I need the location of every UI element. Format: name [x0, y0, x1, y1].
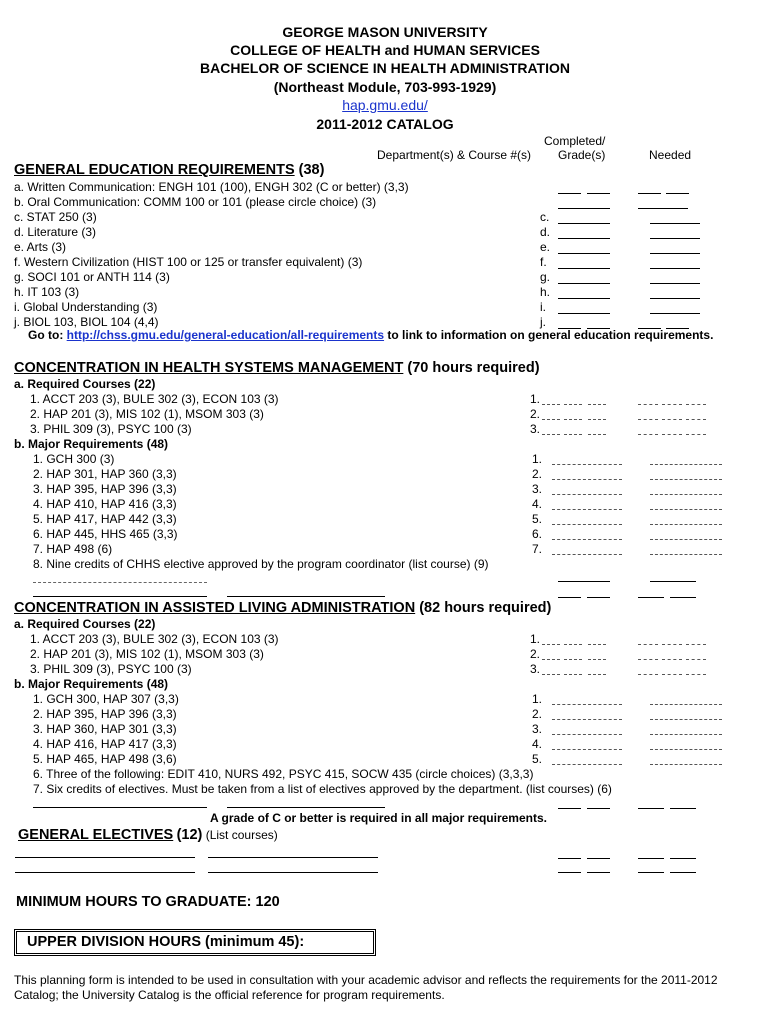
- gen-ed-link[interactable]: http://chss.gmu.edu/general-education/all-requirements: [66, 328, 385, 342]
- ala-required-needed-blank[interactable]: [638, 659, 658, 660]
- ala-required-item: 1. ACCT 203 (3), BULE 302 (3), ECON 103 (3): [30, 632, 279, 646]
- degree-name: BACHELOR OF SCIENCE IN HEALTH ADMINISTRATION: [200, 60, 570, 76]
- ala-major-item: 3. HAP 360, HAP 301 (3,3): [33, 722, 177, 736]
- gen-ed-grade-blank[interactable]: [558, 313, 610, 314]
- hsm-elective-grade-1[interactable]: [558, 581, 610, 582]
- electives-blank-4[interactable]: [208, 872, 378, 873]
- completed-header-1: Completed/: [544, 134, 606, 148]
- ala-major-grade-blank[interactable]: [552, 764, 622, 765]
- ala-required-num: 3.: [530, 662, 541, 676]
- hsm-required-needed-blank[interactable]: [686, 404, 706, 405]
- ala-major-num: 4.: [532, 737, 543, 751]
- gen-ed-item: g. SOCI 101 or ANTH 114 (3): [14, 270, 170, 284]
- gen-ed-item: h. IT 103 (3): [14, 285, 80, 299]
- hsm-required-needed-blank[interactable]: [662, 404, 682, 405]
- electives-blank-2[interactable]: [208, 857, 378, 858]
- hsm-major-num: 2.: [532, 467, 543, 481]
- hsm-required-grade-blank[interactable]: [588, 404, 606, 405]
- hsm-required-needed-blank[interactable]: [638, 434, 658, 435]
- ala-required-needed-blank[interactable]: [686, 659, 706, 660]
- hsm-required-grade-blank[interactable]: [588, 434, 606, 435]
- gen-ed-needed-blank[interactable]: [650, 223, 700, 224]
- gen-ed-item: a. Written Communication: ENGH 101 (100), ENGH 302 (C or better) (3,3): [14, 180, 409, 194]
- hsm-elective-blank-1[interactable]: [33, 582, 207, 583]
- ala-major-item: 5. HAP 465, HAP 498 (3,6): [33, 752, 177, 766]
- college-name: COLLEGE OF HEALTH and HUMAN SERVICES: [230, 42, 540, 58]
- hsm-required-needed-blank[interactable]: [686, 434, 706, 435]
- hsm-elective-blank-3[interactable]: [227, 596, 385, 597]
- ala-major-num: 2.: [532, 707, 543, 721]
- hsm-required-heading: a. Required Courses (22): [14, 377, 156, 391]
- ala-required-needed-blank[interactable]: [638, 674, 658, 675]
- gen-ed-grade-blank[interactable]: [558, 253, 610, 254]
- hsm-major-item: 4. HAP 410, HAP 416 (3,3): [33, 497, 177, 511]
- gen-ed-grade-blank[interactable]: [558, 298, 610, 299]
- gen-ed-needed-blank[interactable]: [638, 208, 688, 209]
- hsm-required-needed-blank[interactable]: [686, 419, 706, 420]
- gen-ed-item: c. STAT 250 (3): [14, 210, 97, 224]
- hsm-major-num: 3.: [532, 482, 543, 496]
- hsm-required-item: 1. ACCT 203 (3), BULE 302 (3), ECON 103 (3): [30, 392, 279, 406]
- hsm-major-needed-blank[interactable]: [650, 494, 722, 495]
- ala-required-grade-blank[interactable]: [588, 674, 606, 675]
- ala-required-grade-blank[interactable]: [564, 644, 582, 645]
- gen-ed-item: e. Arts (3): [14, 240, 67, 254]
- gen-ed-letter: d.: [540, 225, 551, 239]
- gen-ed-needed-blank[interactable]: [650, 238, 700, 239]
- hsm-major-num: 1.: [532, 452, 543, 466]
- gen-ed-letter: e.: [540, 240, 551, 254]
- hsm-major-num: 6.: [532, 527, 543, 541]
- hsm-required-item: 3. PHIL 309 (3), PSYC 100 (3): [30, 422, 192, 436]
- electives-needed-2a[interactable]: [638, 872, 664, 873]
- hsm-elective-grade-2b[interactable]: [587, 597, 610, 598]
- ala-required-needed-blank[interactable]: [638, 644, 658, 645]
- ala-major-grade-blank[interactable]: [552, 704, 622, 705]
- footer-line-2: Catalog; the University Catalog is the official reference for program requirements.: [14, 988, 445, 1002]
- ala-required-num: 1.: [530, 632, 541, 646]
- completed-header-2: Grade(s): [558, 148, 606, 162]
- ala-required-grade-blank[interactable]: [564, 659, 582, 660]
- gen-ed-letter: j.: [540, 315, 546, 329]
- upper-division-label: UPPER DIVISION HOURS (minimum 45):: [27, 934, 305, 950]
- hsm-required-grade-blank[interactable]: [542, 434, 560, 435]
- gen-ed-heading: GENERAL EDUCATION REQUIREMENTS (38): [14, 162, 325, 178]
- hsm-major-grade-blank[interactable]: [552, 464, 622, 465]
- ala-major-grade-blank[interactable]: [552, 734, 622, 735]
- ala-required-grade-blank[interactable]: [542, 674, 560, 675]
- gen-ed-needed-blank[interactable]: [650, 253, 700, 254]
- gen-ed-grade-blank[interactable]: [558, 283, 610, 284]
- grade-note: A grade of C or better is required in all major requirements.: [210, 811, 547, 825]
- ala-required-grade-blank[interactable]: [542, 644, 560, 645]
- ala-required-needed-blank[interactable]: [662, 659, 682, 660]
- min-hours: MINIMUM HOURS TO GRADUATE: 120: [16, 894, 280, 910]
- gen-ed-item: i. Global Understanding (3): [14, 300, 158, 314]
- gen-ed-letter: f.: [540, 255, 547, 269]
- ala-heading: CONCENTRATION IN ASSISTED LIVING ADMINISTRATION (82 hours required): [14, 600, 552, 616]
- hsm-elective-needed-2a[interactable]: [638, 597, 664, 598]
- ala-major-needed-blank[interactable]: [650, 734, 722, 735]
- ala-major-num: 1.: [532, 692, 543, 706]
- hsm-elective-needed-1[interactable]: [650, 581, 696, 582]
- gen-ed-item: d. Literature (3): [14, 225, 97, 239]
- hsm-elective-grade-2a[interactable]: [558, 597, 581, 598]
- gen-ed-goto: Go to: http://chss.gmu.edu/general-education/all-requirements to link to information on general education requirements.: [28, 328, 714, 342]
- hsm-required-num: 3.: [530, 422, 541, 436]
- hsm-required-grade-blank[interactable]: [588, 419, 606, 420]
- hsm-required-needed-blank[interactable]: [638, 404, 658, 405]
- hsm-elective-blank-2[interactable]: [33, 596, 207, 597]
- hsm-required-grade-blank[interactable]: [564, 404, 582, 405]
- hsm-major-needed-blank[interactable]: [650, 524, 722, 525]
- electives-grade-1a[interactable]: [558, 858, 581, 859]
- ala-major-item: 2. HAP 395, HAP 396 (3,3): [33, 707, 177, 721]
- catalog-year: 2011-2012 CATALOG: [316, 116, 454, 132]
- ala-required-grade-blank[interactable]: [564, 674, 582, 675]
- ala-major-item: 7. Six credits of electives. Must be taken from a list of electives approved by the department. (list courses) (6): [33, 782, 612, 796]
- hsm-major-item: 1. GCH 300 (3): [33, 452, 115, 466]
- ala-required-item: 2. HAP 201 (3), MIS 102 (1), MSOM 303 (3): [30, 647, 264, 661]
- ala-major-num: 5.: [532, 752, 543, 766]
- gen-ed-grade-blank[interactable]: [558, 208, 610, 209]
- electives-grade-2a[interactable]: [558, 872, 581, 873]
- hsm-elective-needed-2b[interactable]: [670, 597, 696, 598]
- ala-major-needed-blank[interactable]: [650, 764, 722, 765]
- gen-ed-item: b. Oral Communication: COMM 100 or 101 (please circle choice) (3): [14, 195, 377, 209]
- hsm-major-item: 8. Nine credits of CHHS elective approved by the program coordinator (list course) (9): [33, 557, 489, 571]
- ala-required-grade-blank[interactable]: [588, 644, 606, 645]
- hsm-required-grade-blank[interactable]: [564, 419, 582, 420]
- gen-ed-grade-blank[interactable]: [558, 193, 581, 194]
- ala-elective-grade-a[interactable]: [558, 808, 581, 809]
- program-link[interactable]: hap.gmu.edu/: [342, 97, 428, 113]
- ala-elective-grade-b[interactable]: [587, 808, 610, 809]
- gen-ed-needed-blank[interactable]: [650, 313, 700, 314]
- gen-ed-letter: g.: [540, 270, 551, 284]
- hsm-major-heading: b. Major Requirements (48): [14, 437, 169, 451]
- hsm-required-needed-blank[interactable]: [662, 419, 682, 420]
- gen-ed-needed-blank[interactable]: [666, 193, 689, 194]
- ala-major-item: 1. GCH 300, HAP 307 (3,3): [33, 692, 179, 706]
- hsm-required-num: 2.: [530, 407, 541, 421]
- ala-required-needed-blank[interactable]: [686, 644, 706, 645]
- ala-major-grade-blank[interactable]: [552, 749, 622, 750]
- hsm-major-needed-blank[interactable]: [650, 509, 722, 510]
- hsm-major-item: 2. HAP 301, HAP 360 (3,3): [33, 467, 177, 481]
- hsm-major-needed-blank[interactable]: [650, 539, 722, 540]
- electives-blank-3[interactable]: [15, 872, 195, 873]
- hsm-heading: CONCENTRATION IN HEALTH SYSTEMS MANAGEMENT (70 hours required): [14, 360, 540, 376]
- gen-ed-letter: i.: [540, 300, 546, 314]
- ala-major-needed-blank[interactable]: [650, 719, 722, 720]
- ala-elective-needed-b[interactable]: [670, 808, 696, 809]
- gen-ed-grade-blank[interactable]: [558, 268, 610, 269]
- footer-line-1: This planning form is intended to be used in consultation with your academic advisor and reflects the requirements for the 2011-2012: [14, 973, 718, 987]
- gen-ed-letter: h.: [540, 285, 551, 299]
- ala-elective-blank-1[interactable]: [33, 807, 207, 808]
- hsm-major-grade-blank[interactable]: [552, 554, 622, 555]
- hsm-major-item: 5. HAP 417, HAP 442 (3,3): [33, 512, 177, 526]
- ala-required-needed-blank[interactable]: [686, 674, 706, 675]
- ala-major-item: 4. HAP 416, HAP 417 (3,3): [33, 737, 177, 751]
- electives-needed-2b[interactable]: [670, 872, 696, 873]
- hsm-major-grade-blank[interactable]: [552, 479, 622, 480]
- hsm-required-grade-blank[interactable]: [542, 419, 560, 420]
- hsm-major-grade-blank[interactable]: [552, 524, 622, 525]
- hsm-required-needed-blank[interactable]: [662, 434, 682, 435]
- hsm-major-needed-blank[interactable]: [650, 554, 722, 555]
- ala-major-item: 6. Three of the following: EDIT 410, NURS 492, PSYC 415, SOCW 435 (circle choices) (3,3,3): [33, 767, 534, 781]
- dept-course-header: Department(s) & Course #(s): [377, 148, 532, 162]
- electives-needed-1a[interactable]: [638, 858, 664, 859]
- hsm-major-item: 3. HAP 395, HAP 396 (3,3): [33, 482, 177, 496]
- electives-grade-2b[interactable]: [587, 872, 610, 873]
- gen-ed-grade-blank[interactable]: [558, 223, 610, 224]
- hsm-major-grade-blank[interactable]: [552, 509, 622, 510]
- ala-major-heading: b. Major Requirements (48): [14, 677, 169, 691]
- gen-ed-item: f. Western Civilization (HIST 100 or 125 or transfer equivalent) (3): [14, 255, 363, 269]
- ala-required-num: 2.: [530, 647, 541, 661]
- hsm-major-num: 4.: [532, 497, 543, 511]
- hsm-required-num: 1.: [530, 392, 541, 406]
- gen-ed-needed-blank[interactable]: [650, 283, 700, 284]
- ala-major-grade-blank[interactable]: [552, 719, 622, 720]
- gen-ed-grade-blank[interactable]: [558, 238, 610, 239]
- ala-required-needed-blank[interactable]: [662, 644, 682, 645]
- hsm-required-grade-blank[interactable]: [542, 404, 560, 405]
- ala-required-grade-blank[interactable]: [542, 659, 560, 660]
- hsm-major-item: 7. HAP 498 (6): [33, 542, 113, 556]
- gen-ed-needed-blank[interactable]: [650, 268, 700, 269]
- module-info: (Northeast Module, 703-993-1929): [273, 79, 497, 95]
- hsm-major-grade-blank[interactable]: [552, 539, 622, 540]
- ala-major-needed-blank[interactable]: [650, 749, 722, 750]
- ala-elective-needed-a[interactable]: [638, 808, 664, 809]
- hsm-major-needed-blank[interactable]: [650, 479, 722, 480]
- gen-ed-grade-blank[interactable]: [587, 193, 610, 194]
- hsm-major-grade-blank[interactable]: [552, 494, 622, 495]
- electives-heading: GENERAL ELECTIVES (12) (List courses): [18, 827, 278, 843]
- ala-major-num: 3.: [532, 722, 543, 736]
- ala-elective-blank-2[interactable]: [227, 807, 385, 808]
- gen-ed-item: j. BIOL 103, BIOL 104 (4,4): [14, 315, 159, 329]
- gen-ed-needed-blank[interactable]: [650, 298, 700, 299]
- hsm-major-needed-blank[interactable]: [650, 464, 722, 465]
- hsm-required-item: 2. HAP 201 (3), MIS 102 (1), MSOM 303 (3): [30, 407, 264, 421]
- hsm-required-grade-blank[interactable]: [564, 434, 582, 435]
- hsm-required-needed-blank[interactable]: [638, 419, 658, 420]
- gen-ed-needed-blank[interactable]: [638, 193, 661, 194]
- needed-header: Needed: [649, 148, 692, 162]
- ala-major-needed-blank[interactable]: [650, 704, 722, 705]
- hsm-major-num: 5.: [532, 512, 543, 526]
- gen-ed-letter: c.: [540, 210, 550, 224]
- ala-required-grade-blank[interactable]: [588, 659, 606, 660]
- electives-blank-1[interactable]: [15, 857, 195, 858]
- electives-grade-1b[interactable]: [587, 858, 610, 859]
- electives-needed-1b[interactable]: [670, 858, 696, 859]
- ala-required-needed-blank[interactable]: [662, 674, 682, 675]
- ala-required-item: 3. PHIL 309 (3), PSYC 100 (3): [30, 662, 192, 676]
- ala-required-heading: a. Required Courses (22): [14, 617, 156, 631]
- university-name: GEORGE MASON UNIVERSITY: [282, 24, 488, 40]
- hsm-major-num: 7.: [532, 542, 543, 556]
- hsm-major-item: 6. HAP 445, HHS 465 (3,3): [33, 527, 178, 541]
